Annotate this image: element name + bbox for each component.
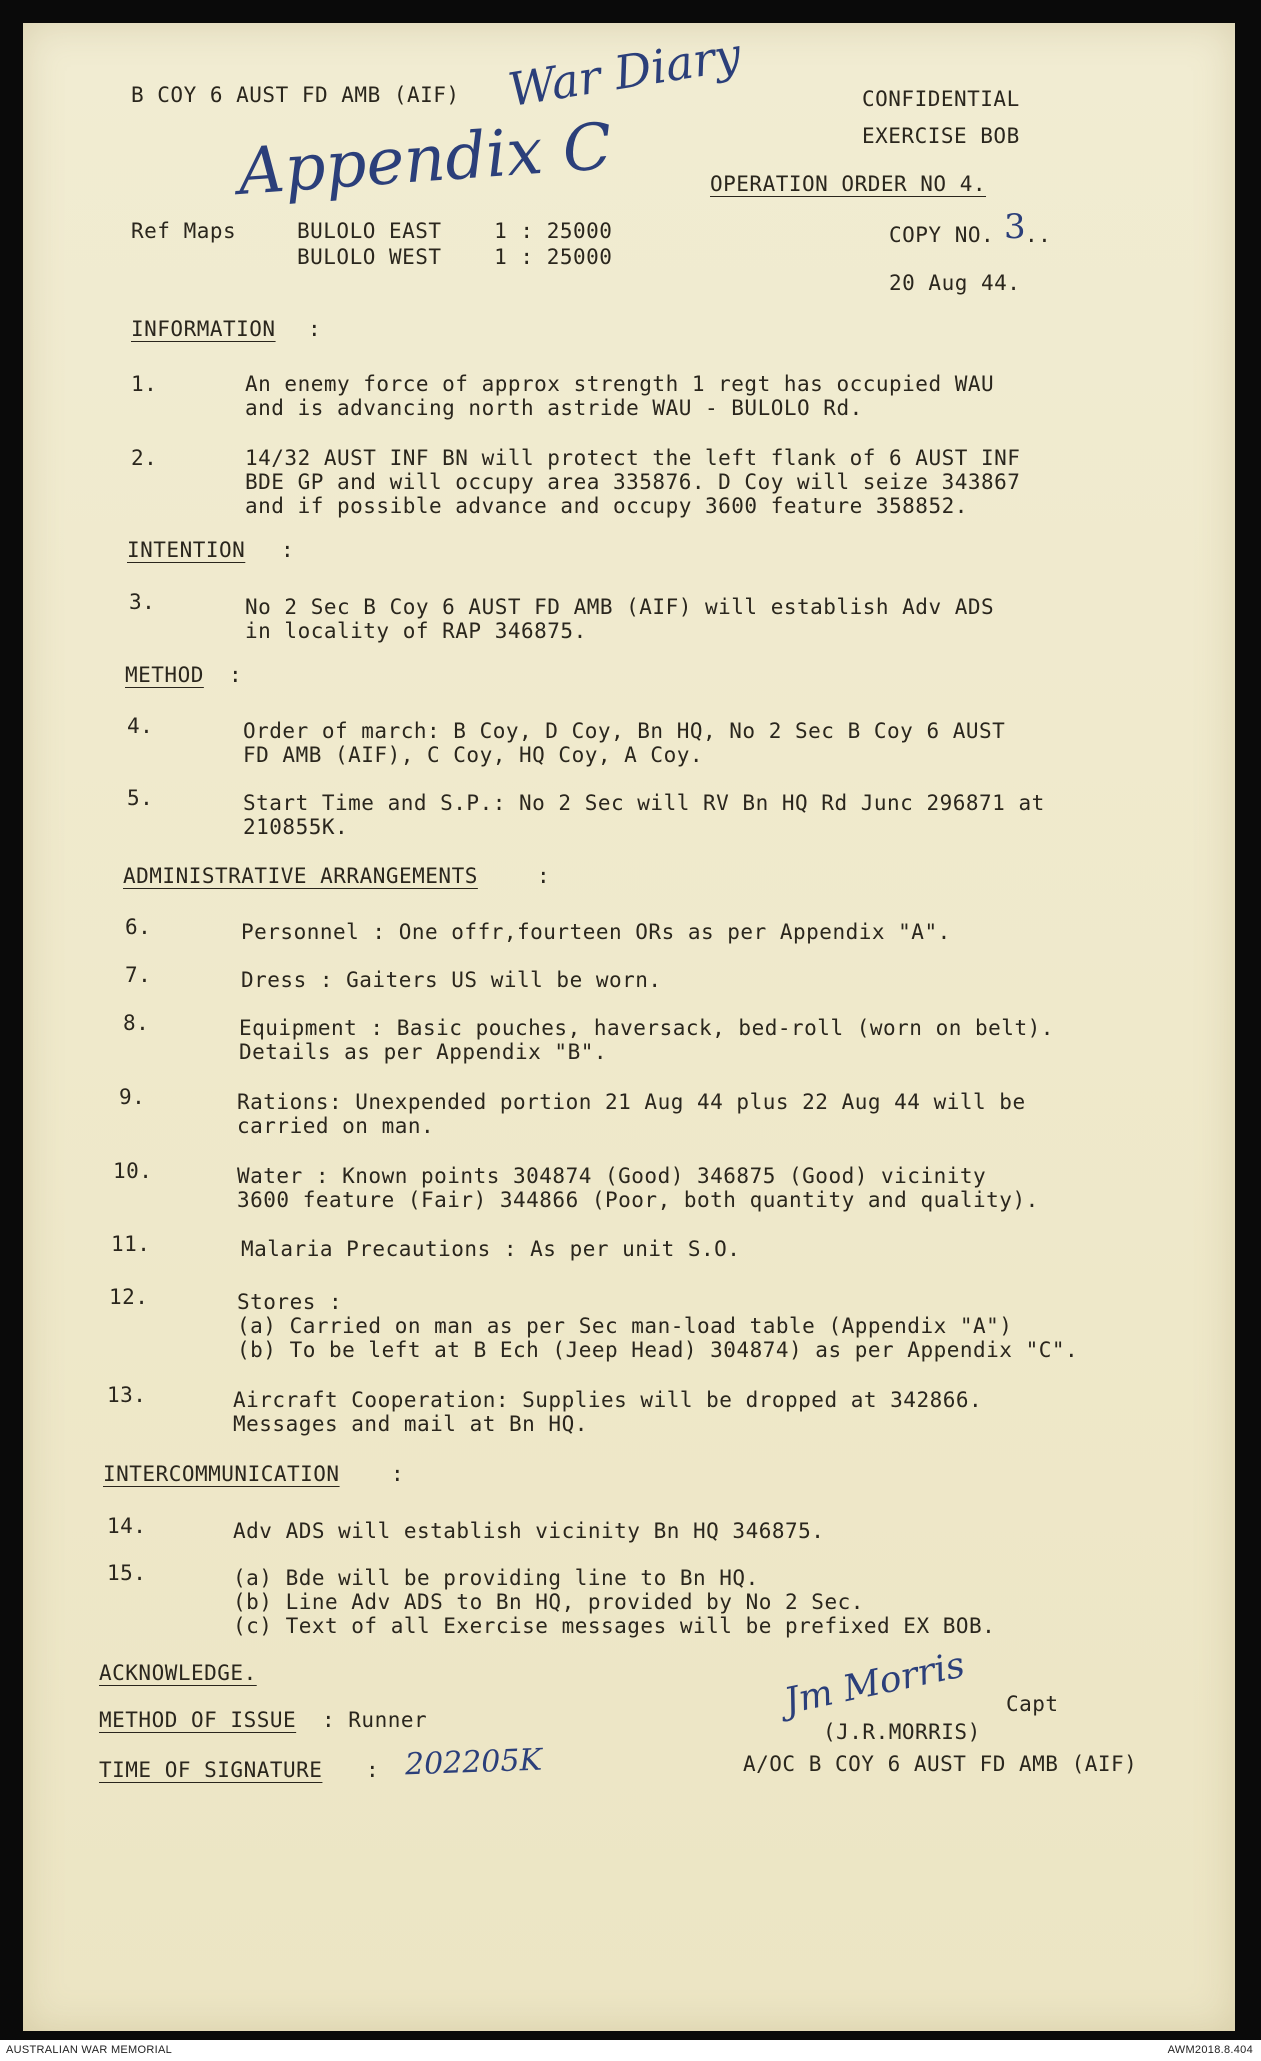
para-line: (b) To be left at B Ech (Jeep Head) 304874) as per Appendix "C". [237,1338,1079,1362]
para-line: and if possible advance and occupy 3600 feature 358852. [245,494,968,518]
map-bulolo-west: BULOLO WEST 1 : 25000 [297,245,613,269]
para-number: 10. [113,1159,153,1183]
para-number: 13. [107,1383,147,1407]
para-line: Aircraft Cooperation: Supplies will be dropped at 342866. [233,1388,983,1412]
para-line: Water : Known points 304874 (Good) 346875 (Good) vicinity [237,1164,987,1188]
para-line: No 2 Sec B Coy 6 AUST FD AMB (AIF) will establish Adv ADS [245,595,995,619]
map-bulolo-east: BULOLO EAST 1 : 25000 [297,219,613,243]
para-line: Order of march: B Coy, D Coy, Bn HQ, No 2 Sec B Coy 6 AUST [243,719,1006,743]
para-line: Stores : [237,1290,343,1314]
para-line: 210855K. [243,815,349,839]
section-method: METHOD [125,663,204,687]
para-line: in locality of RAP 346875. [245,619,587,643]
para-number: 14. [107,1514,147,1538]
method-of-issue-value: : Runner [322,1708,428,1732]
para-number: 15. [107,1561,147,1585]
footer-institution: AUSTRALIAN WAR MEMORIAL [6,2044,173,2056]
para-line: FD AMB (AIF), C Coy, HQ Coy, A Coy. [243,743,704,767]
copy-label: COPY NO. [889,223,995,247]
footer-accession-number: AWM2018.8.404 [1167,2044,1253,2056]
para-number: 8. [123,1011,150,1035]
method-of-issue-label: METHOD OF ISSUE [99,1708,297,1732]
order-date: 20 Aug 44. [889,271,1021,295]
section-admin: ADMINISTRATIVE ARRANGEMENTS [123,864,478,888]
para-line: Dress : Gaiters US will be worn. [241,968,662,992]
para-number: 12. [109,1285,149,1309]
para-line: Details as per Appendix "B". [239,1040,608,1064]
section-information: INFORMATION [131,317,276,341]
copy-number: 3 [1004,207,1026,247]
signatory-name: (J.R.MORRIS) [823,1720,981,1744]
para-line: Rations: Unexpended portion 21 Aug 44 plus 22 Aug 44 will be [237,1090,1026,1114]
para-line: (a) Carried on man as per Sec man-load table (Appendix "A") [237,1314,1013,1338]
para-number: 6. [125,915,152,939]
para-number: 1. [131,372,158,396]
para-line: carried on man. [237,1114,435,1138]
para-number: 5. [127,786,154,810]
handwritten-war-diary: War Diary [504,27,745,118]
document-page [23,23,1235,2031]
para-line: (c) Text of all Exercise messages will be prefixed EX BOB. [233,1614,996,1638]
section-intention: INTENTION [127,538,246,562]
time-of-signature-label: TIME OF SIGNATURE [99,1758,323,1782]
para-line: 14/32 AUST INF BN will protect the left flank of 6 AUST INF [245,446,1021,470]
section-colon: : [229,663,243,687]
exercise-name: EXERCISE BOB [862,124,1020,148]
para-line: (a) Bde will be providing line to Bn HQ. [233,1566,759,1590]
handwritten-appendix: Appendix C [235,110,615,210]
para-line: Malaria Precautions : As per unit S.O. [241,1237,741,1261]
time-of-signature-colon: : [366,1758,380,1782]
para-line: An enemy force of approx strength 1 regt has occupied WAU [245,372,995,396]
classification: CONFIDENTIAL [862,87,1020,111]
para-line: (b) Line Adv ADS to Bn HQ, provided by No 2 Sec. [233,1590,864,1614]
para-line: Equipment : Basic pouches, haversack, bed-roll (worn on belt). [239,1016,1054,1040]
para-line: BDE GP and will occupy area 335876. D Coy will seize 343867 [245,470,1021,494]
time-of-signature-value: 202205K [404,1742,543,1783]
signatory-rank: Capt [1006,1692,1059,1716]
section-intercom: INTERCOMMUNICATION [103,1462,340,1486]
para-number: 11. [111,1232,151,1256]
ref-maps-label: Ref Maps [131,219,237,243]
signature: Jm Morris [780,1644,969,1723]
section-colon: : [391,1462,405,1486]
para-number: 2. [131,446,158,470]
para-line: Messages and mail at Bn HQ. [233,1412,588,1436]
signatory-appointment: A/OC B COY 6 AUST FD AMB (AIF) [743,1752,1138,1776]
para-line: and is advancing north astride WAU - BULOLO Rd. [245,396,863,420]
para-line: Personnel : One offr,fourteen ORs as per Appendix "A". [241,920,951,944]
acknowledge: ACKNOWLEDGE. [99,1661,257,1685]
para-line: Start Time and S.P.: No 2 Sec will RV Bn HQ Rd Junc 296871 at [243,791,1045,815]
para-number: 9. [119,1085,146,1109]
unit-line: B COY 6 AUST FD AMB (AIF) [131,83,460,107]
para-number: 3. [129,590,156,614]
para-line: 3600 feature (Fair) 344866 (Poor, both quantity and quality). [237,1188,1039,1212]
para-line: Adv ADS will establish vicinity Bn HQ 346875. [233,1519,825,1543]
order-title: OPERATION ORDER NO 4. [710,172,987,196]
section-colon: : [281,538,295,562]
para-number: 4. [127,714,154,738]
para-number: 7. [125,963,152,987]
copy-dots: .. [1025,223,1052,247]
section-colon: : [308,317,322,341]
section-colon: : [537,864,551,888]
